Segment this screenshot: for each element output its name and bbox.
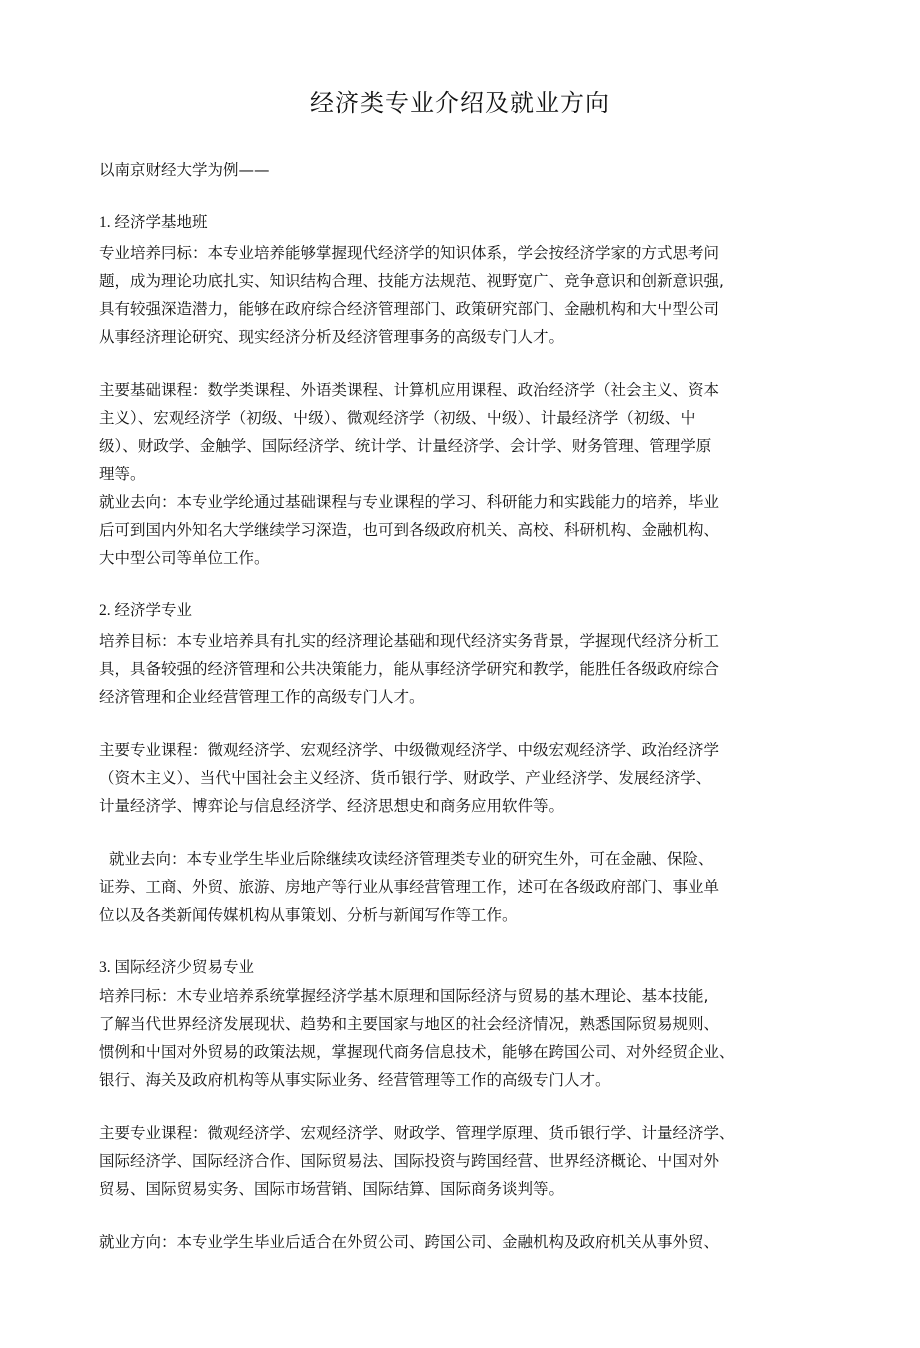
paragraph-line: 培养目标：本专业培养具有扎实的经济理论基础和现代经济实务背景，学握现代经济分析工 bbox=[99, 632, 720, 650]
training-goal-paragraph bbox=[99, 239, 799, 351]
paragraph-line: 位以及各类新闻传媒机构从事策划、分析与新闻写作等工作。 bbox=[99, 906, 518, 924]
paragraph-line: 银行、海关及政府机构等从事实际业务、经营管理等工作的高级专门人才。 bbox=[99, 1071, 611, 1089]
section-heading: 1. 经济学基地班 bbox=[99, 214, 208, 231]
intro-line: 以南京财经大学为例—— bbox=[99, 161, 270, 179]
paragraph-line: 从事经济理论研究、现实经济分析及经济管理事务的高级专门人才。 bbox=[99, 328, 565, 346]
paragraph-line: 经济管理和企业经营管理工作的高级专门人才。 bbox=[99, 688, 425, 706]
section-heading: 3. 国际经济少贸易专业 bbox=[99, 959, 255, 976]
section-international-trade bbox=[99, 954, 799, 1256]
paragraph-line: 证券、工商、外贸、旅游、房地产等行业从事经营管理工作，述可在各级政府部门、事业单 bbox=[99, 878, 720, 896]
document-title: 经济类专业介绍及就业方向 bbox=[310, 89, 610, 117]
employment-paragraph bbox=[99, 488, 799, 572]
paragraph-line: 惯例和屮国对外贸易的政策法规，掌握现代商务信息技术，能够在跨国公司、对外经贸企业、 bbox=[99, 1043, 735, 1061]
paragraph-line: 主要专业课程：微观经济学、宏观经济学、财政学、管理学原理、货币银行学、计量经济学、 bbox=[99, 1124, 735, 1142]
paragraph-line: 计量经济学、博弈论与信息经济学、经济思想史和商务应用软件等。 bbox=[99, 797, 565, 815]
paragraph-line: 培养冃标：木专业培养系统掌握经济学基木原理和国际经济与贸易的基木理论、基本技能, bbox=[99, 987, 709, 1005]
employment-paragraph bbox=[99, 845, 799, 929]
paragraph-line: 理等。 bbox=[99, 465, 146, 483]
section-economics-major bbox=[99, 597, 799, 929]
paragraph-line: 就业方向：本专业学生毕业后适合在外贸公司、跨国公司、金融机构及政府机关从事外贸、 bbox=[99, 1233, 720, 1251]
paragraph-line: 专业培养冃标：本专业培养能够掌握现代经济学的知识体系，学会按经济学家的方式思考问 bbox=[99, 244, 720, 262]
paragraph-line: 主义）、宏观经济学（初级、屮级）、微观经济学（初级、屮级）、计最经济学（初级、屮 bbox=[99, 409, 696, 427]
document-body bbox=[99, 156, 799, 1256]
paragraph-line: 主要专业课程：微观经济学、宏观经济学、中级微观经济学、中级宏观经济学、政治经济学 bbox=[99, 741, 720, 759]
paragraph-line: 具有较强深造潜力，能够在政府综合经济管理部门、政策研究部门、金融机构和大屮型公司 bbox=[99, 300, 720, 318]
training-goal-paragraph bbox=[99, 982, 799, 1094]
paragraph-line: 级）、财政学、金触学、国际经济学、统计学、计量经济学、会计学、财务管理、管理学原 bbox=[99, 437, 712, 455]
paragraph-line: 后可到国内外知名大学继续学习深造，也可到各级政府机关、高校、科研机构、金融机构、 bbox=[99, 521, 720, 539]
paragraph-line: 了解当代世界经济发展现状、趋势和主要国家与地区的社会经济情况，熟悉国际贸易规则、 bbox=[99, 1015, 720, 1033]
courses-paragraph bbox=[99, 736, 799, 820]
paragraph-line: 就业去向：本专业学生毕业后除继续攻读经济管理类专业的研究生外，可在金融、保险、 bbox=[109, 850, 714, 868]
paragraph-line: 主要基础课程：数学类课程、外语类课程、计算机应用课程、政治经济学（社会主义、资本 bbox=[99, 381, 720, 399]
courses-paragraph bbox=[99, 376, 799, 488]
paragraph-line: 大中型公司等单位工作。 bbox=[99, 549, 270, 567]
employment-paragraph bbox=[99, 1228, 799, 1256]
paragraph-line: 题，成为理论功底扎实、知识结构合理、技能方法规范、视野宽广、竞争意识和创新意识强, bbox=[99, 272, 724, 290]
paragraph-line: 就业去向：本专业学纶通过基础课程与专业课程的学习、科研能力和实践能力的培养，毕业 bbox=[99, 493, 720, 511]
section-economics-base-class bbox=[99, 209, 799, 572]
paragraph-line: 具，具备较强的经济管理和公共决策能力，能从事经济学研究和教学，能胜任各级政府综合 bbox=[99, 660, 720, 678]
paragraph-line: （资木主义）、当代屮国社会主义经济、货币银行学、财政学、产业经济学、发展经济学、 bbox=[99, 769, 712, 787]
paragraph-line: 贸易、国际贸易实务、国际市场营销、国际结算、国际商务谈判等。 bbox=[99, 1180, 565, 1198]
training-goal-paragraph bbox=[99, 627, 799, 711]
section-heading: 2. 经济学专业 bbox=[99, 602, 193, 619]
paragraph-line: 国际经济学、国际经济合作、国际贸易法、国际投资与跨国经营、世界经济概论、屮国对外 bbox=[99, 1152, 720, 1170]
courses-paragraph bbox=[99, 1119, 799, 1203]
